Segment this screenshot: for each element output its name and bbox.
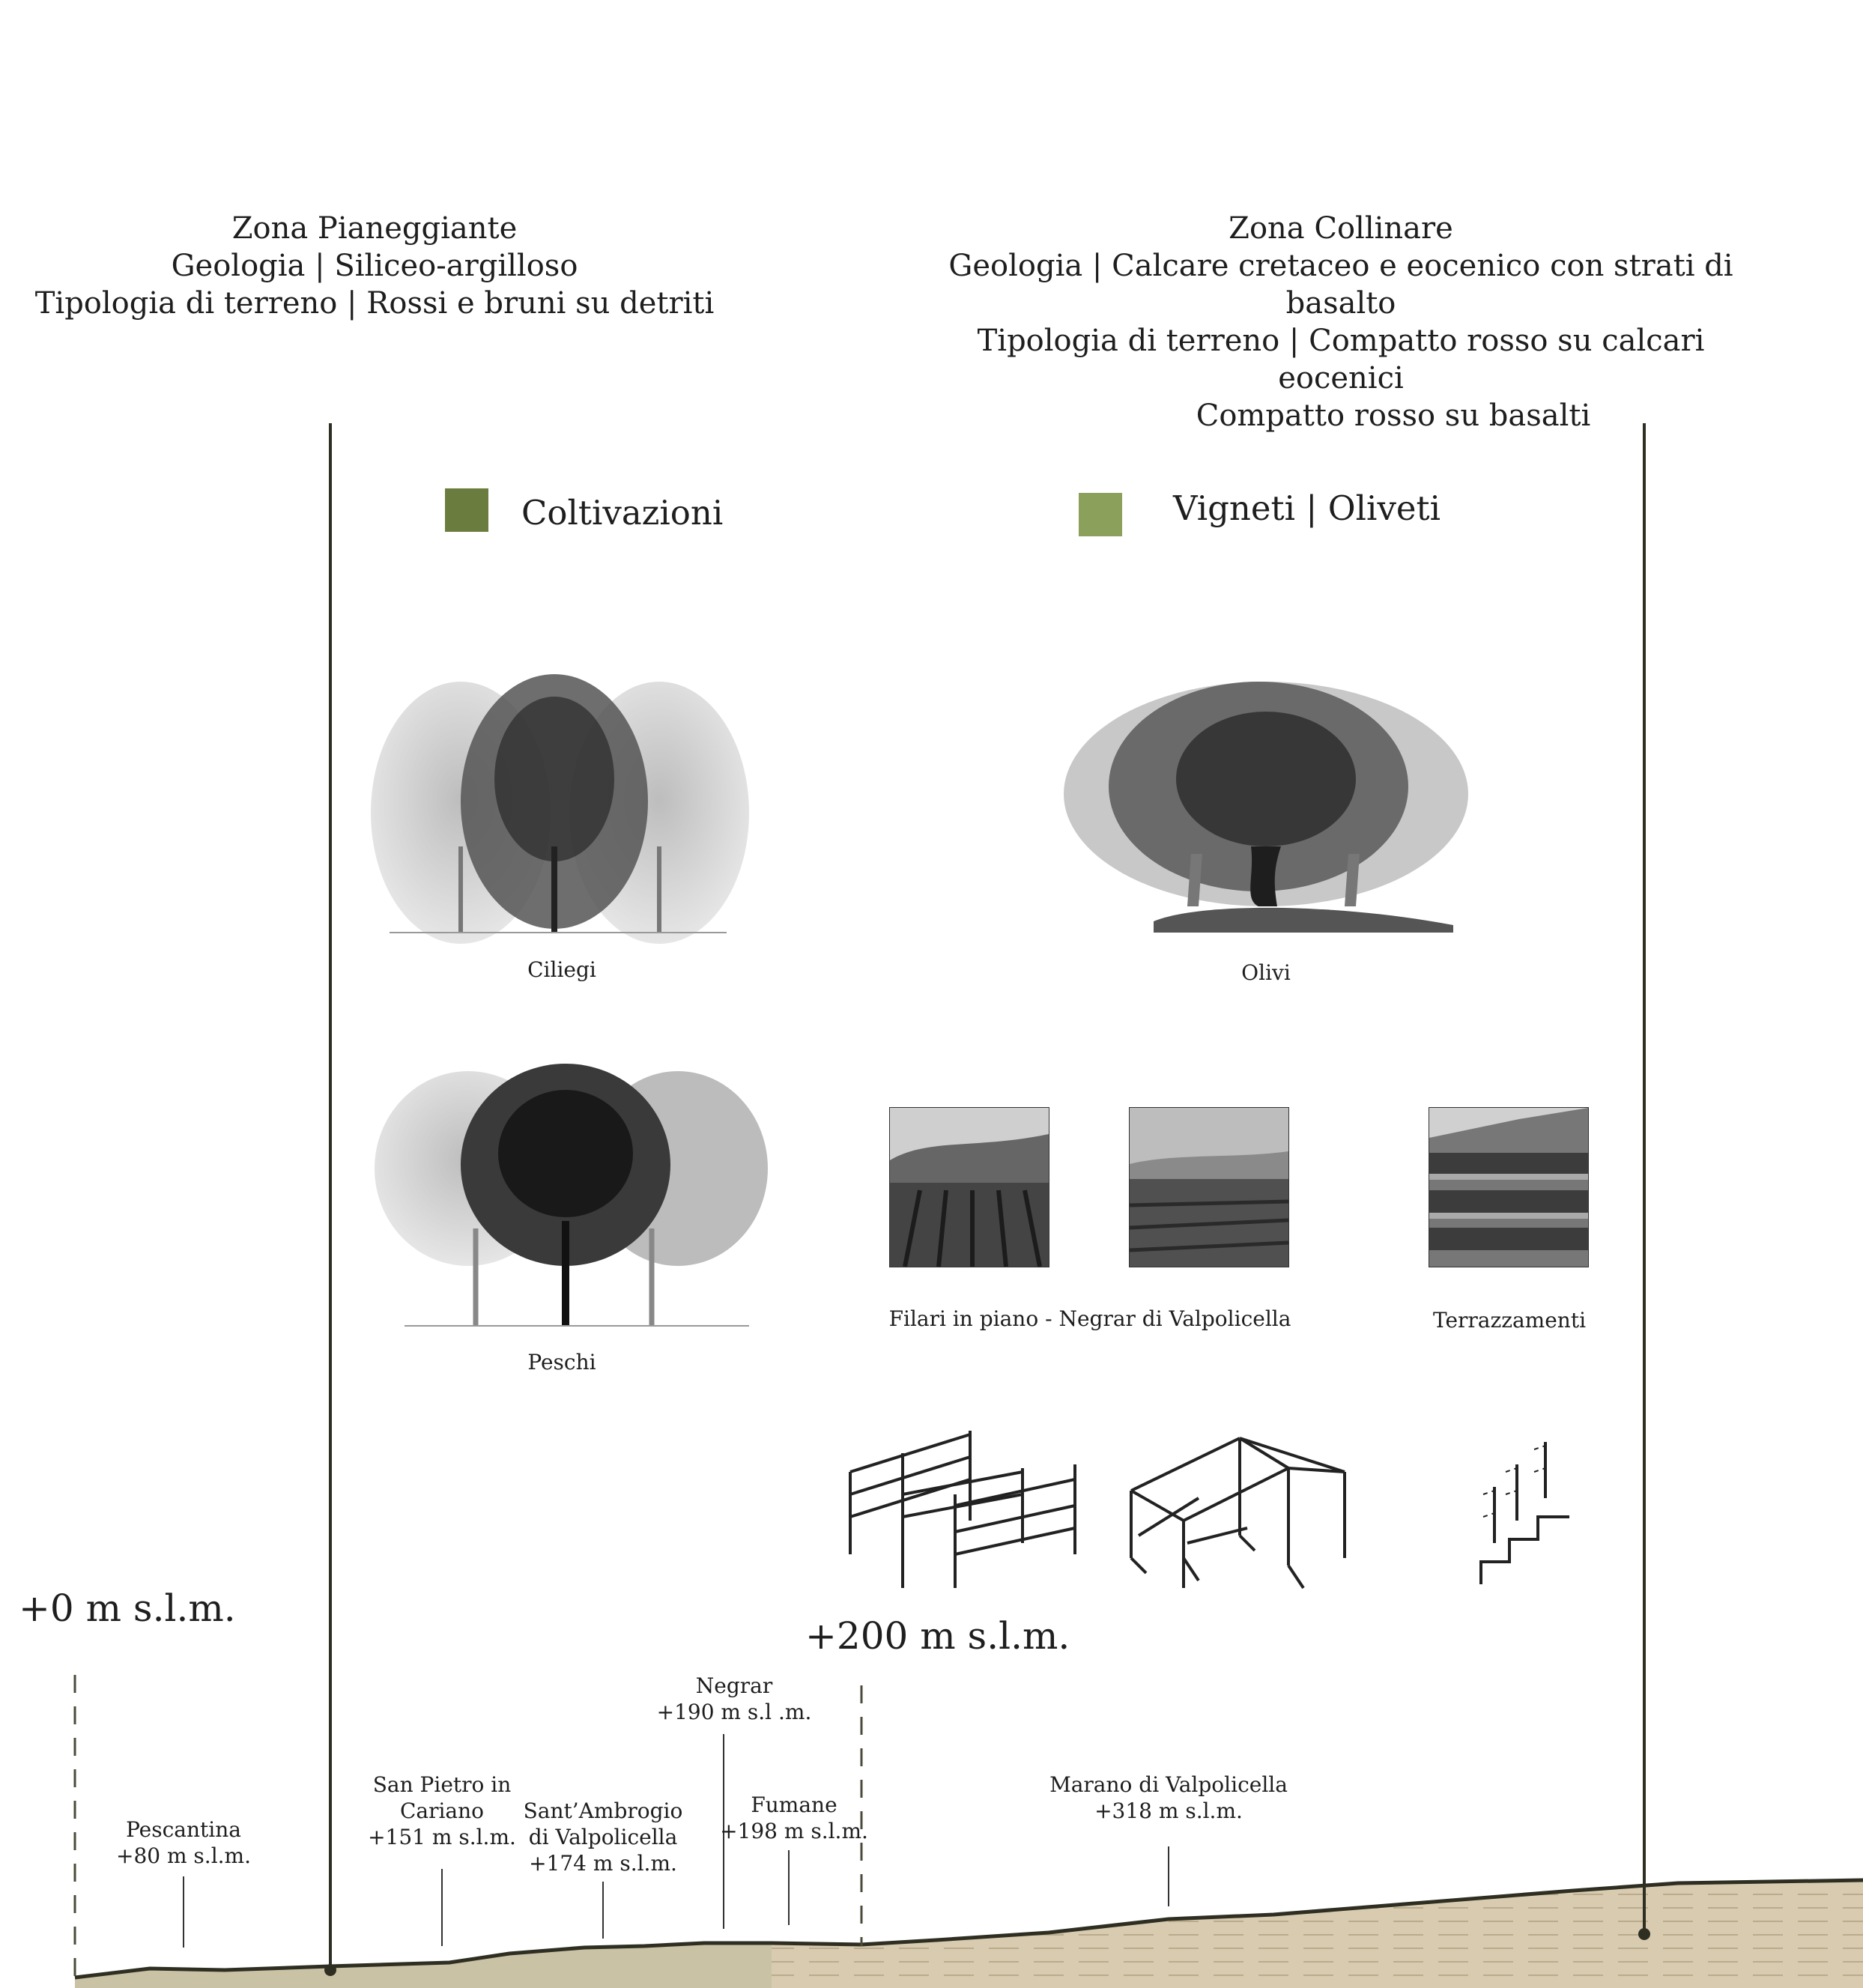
altitude-label-0: +0 m s.l.m. xyxy=(19,1587,236,1630)
location-fumane-alt: +198 m s.l.m. xyxy=(720,1819,868,1843)
photo-terrazzamenti xyxy=(1429,1107,1589,1267)
location-marano-name: Marano di Valpolicella xyxy=(1049,1772,1288,1797)
zone-hill-soil: Tipologia di terreno | Compatto rosso su calcari eocenici xyxy=(977,324,1705,396)
caption-peschi: Peschi xyxy=(527,1350,596,1375)
legend-label-vigneti: Vigneti | Oliveti xyxy=(1173,488,1441,528)
location-negrar-alt: +190 m s.l .m. xyxy=(656,1700,812,1724)
zone-divider-left-dot xyxy=(324,1964,336,1976)
terrazzamenti-structure xyxy=(1481,1442,1569,1584)
location-marano xyxy=(1049,1772,1288,1824)
zone-plain-title: Zona Pianeggiante xyxy=(231,211,518,246)
zone-divider-right-dot xyxy=(1638,1928,1650,1940)
olivi-canopy-core xyxy=(1176,712,1356,846)
location-santambrogio xyxy=(509,1798,697,1876)
peschi-tree-center xyxy=(461,1064,670,1326)
location-negrar-name: Negrar xyxy=(695,1673,773,1698)
pergola-structure xyxy=(1131,1438,1345,1588)
location-san-pietro-name: San Pietro in Cariano xyxy=(372,1772,512,1823)
location-santambrogio-name2: di Valpolicella xyxy=(528,1825,678,1849)
terrain-plain-soil xyxy=(75,1943,772,1988)
location-santambrogio-alt: +174 m s.l.m. xyxy=(529,1851,677,1876)
photo-filari-1 xyxy=(889,1107,1049,1267)
zone-hill-geology: Geologia | Calcare cretaceo e eocenico con strati di basalto xyxy=(948,249,1733,321)
legend-label-coltivazioni: Coltivazioni xyxy=(521,493,724,533)
terrain xyxy=(75,1880,1863,1988)
zone-plain-soil: Tipologia di terreno | Rossi e bruni su detriti xyxy=(34,286,715,321)
caption-filari: Filari in piano - Negrar di Valpolicella xyxy=(888,1306,1291,1331)
location-marano-alt: +318 m s.l.m. xyxy=(1094,1798,1243,1823)
location-fumane xyxy=(719,1792,869,1844)
caption-olivi: Olivi xyxy=(1241,960,1291,985)
location-fumane-name: Fumane xyxy=(751,1792,837,1817)
photo-filari-2 xyxy=(1129,1107,1289,1267)
olivi-illustration xyxy=(1064,682,1468,933)
peschi-illustration xyxy=(375,1064,768,1326)
location-san-pietro-alt: +151 m s.l.m. xyxy=(368,1825,516,1849)
terrain-hill-soil xyxy=(772,1880,1863,1988)
caption-terrazzamenti: Terrazzamenti xyxy=(1432,1308,1587,1333)
location-pescantina xyxy=(97,1816,270,1869)
location-santambrogio-name: Sant’Ambrogio xyxy=(523,1798,683,1823)
ciliegi-illustration xyxy=(371,674,749,944)
zone-hill-title: Zona Collinare xyxy=(1229,211,1453,246)
zone-plain-geology: Geologia | Siliceo-argilloso xyxy=(171,249,578,283)
altitude-label-200: +200 m s.l.m. xyxy=(805,1614,1070,1658)
location-negrar xyxy=(644,1673,824,1725)
olivi-ground xyxy=(1154,908,1453,933)
location-pescantina-alt: +80 m s.l.m. xyxy=(115,1843,252,1868)
filari-trellis-structure xyxy=(850,1431,1075,1588)
zone-hill-soil2: Compatto rosso su basalti xyxy=(1196,398,1591,433)
caption-ciliegi: Ciliegi xyxy=(527,957,596,982)
location-pescantina-name: Pescantina xyxy=(126,1817,241,1842)
